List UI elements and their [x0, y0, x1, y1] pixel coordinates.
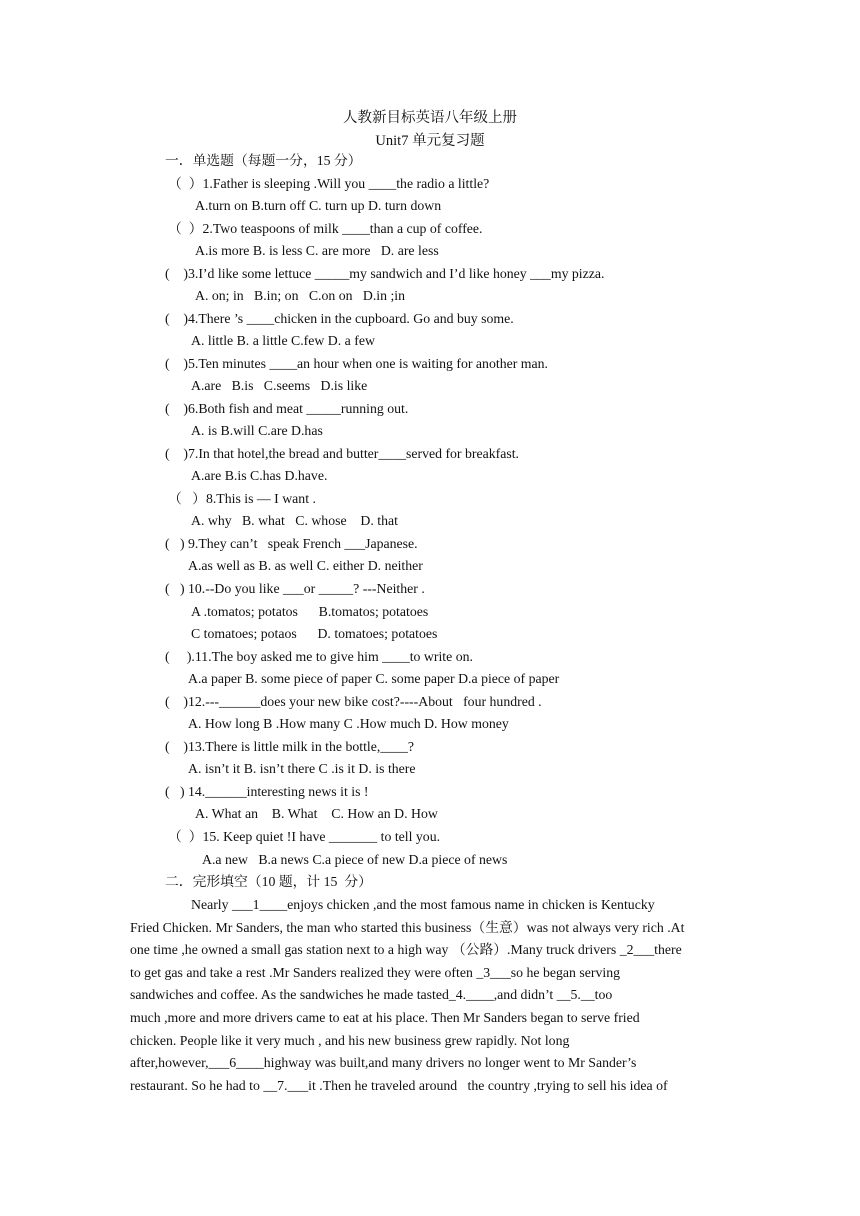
cloze-passage [130, 894, 730, 1097]
answer-options: A.is more B. is less C. are more D. are less [195, 243, 439, 258]
answer-options: A .tomatos; potatos B.tomatos; potatoes [191, 604, 429, 619]
answer-options: A.a new B.a news C.a piece of new D.a piece of news [202, 852, 508, 867]
question-line: ( )12.---______does your new bike cost?----About four hundred . [165, 694, 542, 709]
passage-line: much ,more and more drivers came to eat at his place. Then Mr Sanders began to serve fried [130, 1009, 640, 1025]
question-line: ( )13.There is little milk in the bottle,____? [165, 739, 415, 754]
question-line: （ ）1.Father is sleeping .Will you ____the radio a little? [168, 176, 490, 191]
passage-line: to get gas and take a rest .Mr Sanders realized they were often _3___so he began serving [130, 964, 621, 980]
answer-options: A.as well as B. as well C. either D. neither [188, 558, 423, 573]
passage-line: Fried Chicken. Mr Sanders, the man who started this business（生意）was not always very rich .At [130, 919, 685, 935]
question-line: ( ).11.The boy asked me to give him ____to write on. [165, 649, 473, 664]
answer-options: A. on; in B.in; on C.on on D.in ;in [195, 288, 406, 303]
passage-line: Nearly ___1____enjoys chicken ,and the most famous name in chicken is Kentucky [191, 897, 655, 912]
passage-line: chicken. People like it very much , and his new business grew rapidly. Not long [130, 1032, 570, 1048]
answer-options: A. isn’t it B. isn’t there C .is it D. is there [188, 761, 416, 776]
answer-options: A.are B.is C.seems D.is like [191, 378, 368, 393]
question-line: ( ) 9.They can’t speak French ___Japanese. [165, 536, 418, 551]
answer-options: A.are B.is C.has D.have. [191, 468, 328, 483]
question-line: （ ）2.Two teaspoons of milk ____than a cup of coffee. [168, 221, 483, 236]
answer-options: A. How long B .How many C .How much D. How money [188, 716, 509, 731]
question-line: （ ）15. Keep quiet !I have _______ to tell you. [168, 829, 441, 844]
question-line: （ ）8.This is — I want . [168, 491, 316, 506]
question-line: ( )7.In that hotel,the bread and butter____served for breakfast. [165, 446, 519, 461]
answer-options: A.turn on B.turn off C. turn up D. turn down [195, 198, 442, 213]
section2-heading: 二．完形填空（10 题，计 15 分） [165, 874, 372, 889]
answer-options: A. little B. a little C.few D. a few [191, 333, 375, 348]
passage-line: after,however,___6____highway was built,and many drivers no longer went to Mr Sander’s [130, 1055, 637, 1071]
question-line: ( ) 14.______interesting news it is ! [165, 784, 369, 799]
passage-line: restaurant. So he had to __7.___it .Then he traveled around the country ,trying to sell his idea of [130, 1077, 668, 1093]
document-title: 人教新目标英语八年级上册 [343, 110, 517, 126]
answer-options: A. why B. what C. whose D. that [191, 513, 398, 528]
section1-heading: 一．单选题（每题一分，15 分） [165, 153, 362, 168]
passage-line: sandwiches and coffee. As the sandwiches he made tasted_4.____,and didn’t __5.__too [130, 987, 613, 1003]
answer-options: A. What an B. What C. How an D. How [195, 806, 438, 821]
passage-line: one time ,he owned a small gas station next to a high way （公路）.Many truck drivers _2___there [130, 942, 682, 958]
question-line: ( )5.Ten minutes ____an hour when one is waiting for another man. [165, 356, 548, 371]
question-line: ( )6.Both fish and meat _____running out. [165, 401, 409, 416]
document-subtitle: Unit7 单元复习题 [375, 133, 485, 149]
question-line: ( )4.There ’s ____chicken in the cupboard. Go and buy some. [165, 311, 514, 326]
answer-options: C tomatoes; potaos D. tomatoes; potatoes [191, 626, 438, 641]
question-line: ( )3.I’d like some lettuce _____my sandwich and I’d like honey ___my pizza. [165, 266, 605, 281]
question-line: ( ) 10.--Do you like ___or _____? ---Neither . [165, 581, 425, 596]
answer-options: A. is B.will C.are D.has [191, 423, 323, 438]
answer-options: A.a paper B. some piece of paper C. some paper D.a piece of paper [188, 671, 560, 686]
